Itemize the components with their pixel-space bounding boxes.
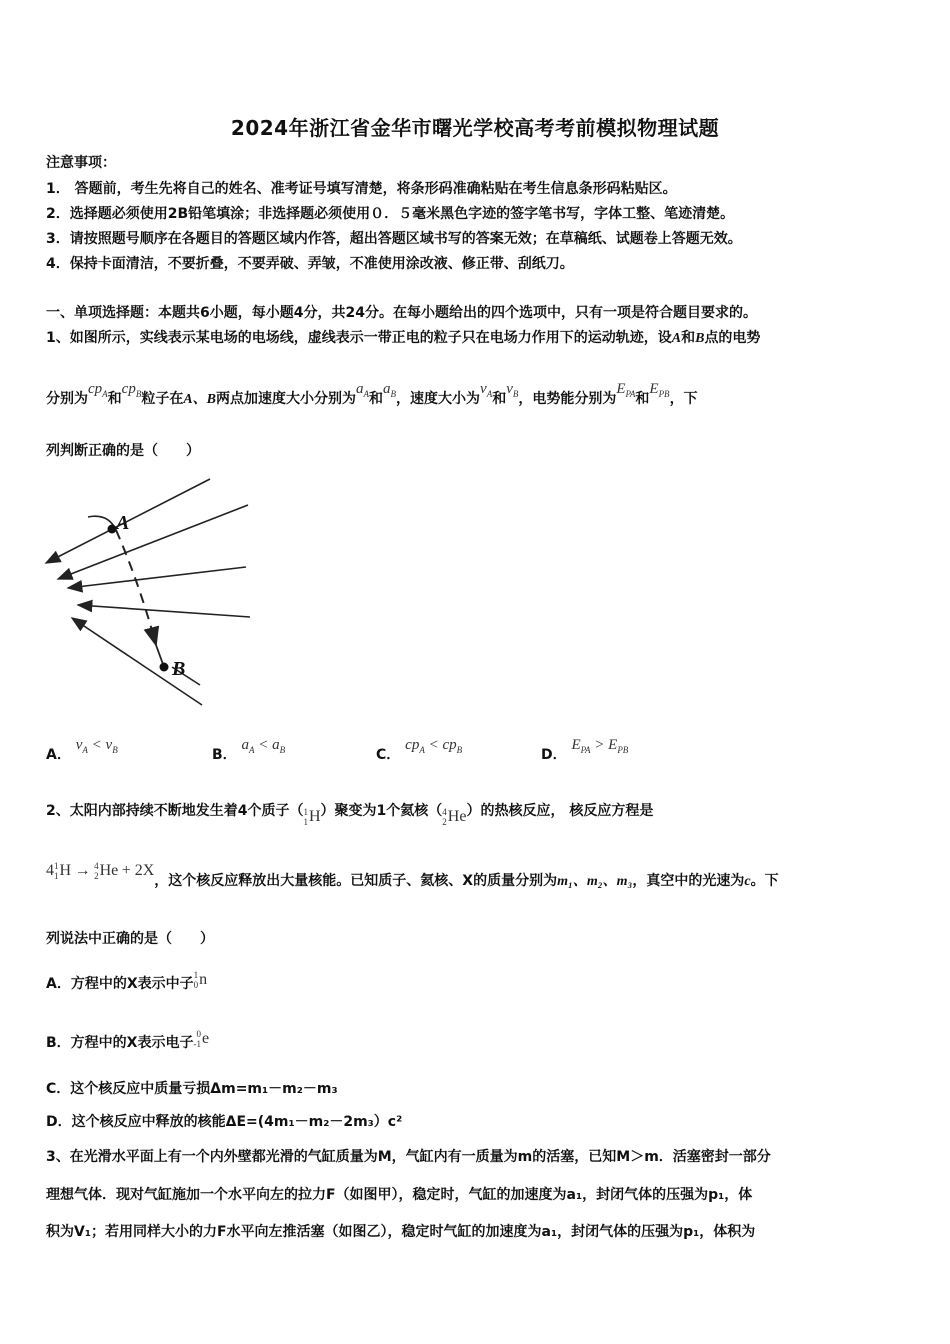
q2-line-1: 2、太阳内部持续不断地发生着4个质子（ 1 1 H ）聚变为1个氦核（ 4 2 He ）的热核反应， 核反应方程是 (46, 803, 654, 827)
var-E-PB: $E_{PB}$ (649, 381, 670, 399)
notice-item-1: 1． 答题前，考生先将自己的姓名、准考证号填写清楚，将条形码准确粘贴在考生信息条形码粘贴区。 (46, 181, 677, 197)
field-line-4 (78, 605, 250, 617)
var-a-A: $a_A$ (356, 381, 370, 399)
proton-notation: 1 1 H (303, 807, 321, 827)
q1-option-d[interactable]: D． $E_{PA} > E_{PB}$ (541, 737, 629, 763)
point-a-label: A (116, 512, 130, 534)
q2-option-c[interactable]: C．这个核反应中质量亏损Δm=m₁－m₂－m₃ (46, 1081, 338, 1097)
electric-field-figure (40, 475, 260, 715)
q2-option-a[interactable]: A．方程中的X表示中子 1 0 n (46, 970, 208, 992)
q1-line-2: 分别为$cp_A$和$cp_B$粒子在A、B两点加速度大小分别为$a_A$和$a_B$，速度大小为$v_A$和$v_B$，电势能分别为$E_{PA}$和$E_{PB}$，下 (46, 381, 698, 407)
var-v-B: $v_B$ (506, 381, 519, 399)
point-b-label: B (172, 658, 186, 680)
var-a-B: $a_B$ (383, 381, 397, 399)
q1-line-1: 1、如图所示，实线表示某电场的电场线，虚线表示一带正电的粒子只在电场力作用下的运动轨迹，设A和B点的电势 (46, 330, 761, 346)
q1-option-b[interactable]: B． $a_A < a_B$ (212, 737, 286, 763)
q1-option-c[interactable]: C． $cp_A < cp_B$ (376, 737, 463, 763)
notice-heading: 注意事项： (46, 155, 116, 171)
notice-item-3: 3．请按照题号顺序在各题目的答题区域内作答，超出答题区域书写的答案无效；在草稿纸、试题卷上答题无效。 (46, 231, 742, 247)
q3-line-3: 积为V₁；若用同样大小的力F水平向左推活塞（如图乙），稳定时气缸的加速度为a₁，封闭气体的压强为p₁，体积为 (46, 1224, 756, 1240)
point-b-dot (160, 663, 169, 672)
neutron-notation: 1 0 n (193, 970, 208, 990)
field-line-3 (68, 567, 246, 588)
var-v-A: $v_A$ (480, 381, 493, 399)
trajectory-dashed (116, 530, 156, 645)
var-cp-A: $cp_A$ (88, 381, 108, 399)
reaction-equation: 4 1 1 H → 4 2 He + 2X (46, 861, 155, 881)
notice-item-2: 2．选择题必须使用2B铅笔填涂；非选择题必须使用０．５毫米黑色字迹的签字笔书写，字体工整、笔迹清楚。 (46, 206, 735, 222)
q2-option-d[interactable]: D．这个核反应中释放的核能ΔE=(4m₁－m₂－2m₃）c² (46, 1114, 403, 1130)
q1-line-3: 列判断正确的是（ ） (46, 443, 200, 459)
q3-line-1: 3、在光滑水平面上有一个内外壁都光滑的气缸质量为M，气缸内有一质量为m的活塞，已知M＞m．活塞密封一部分 (46, 1149, 771, 1165)
q2-line-2: 4 1 1 H → 4 2 He + 2X ，这个核反应释放出大量核能。已知质子、氦核、X的质量分别为m₁、m₂、m₃，真空中的光速为c。下 (46, 861, 779, 889)
q2-option-b[interactable]: B．方程中的X表示电子 0 -1 e (46, 1029, 210, 1051)
helium-notation: 4 2 He (442, 807, 467, 827)
notice-item-4: 4．保持卡面清洁，不要折叠，不要弄破、弄皱，不准使用涂改液、修正带、刮纸刀。 (46, 256, 574, 272)
q3-line-2: 理想气体．现对气缸施加一个水平向左的拉力F（如图甲），稳定时，气缸的加速度为a₁，封闭气体的压强为p₁，体 (46, 1187, 753, 1203)
q2-line-3: 列说法中正确的是（ ） (46, 931, 214, 947)
q1-option-a[interactable]: A． $v_A < v_B$ (46, 737, 118, 763)
var-E-PA: $E_{PA}$ (616, 381, 636, 399)
electron-notation: 0 -1 e (193, 1029, 210, 1049)
var-cp-B: $cp_B$ (121, 381, 142, 399)
page-title: 2024年浙江省金华市曙光学校高考考前模拟物理试题 (230, 116, 720, 140)
section-heading: 一、单项选择题：本题共6小题，每小题4分，共24分。在每小题给出的四个选项中，只有一项是符合题目要求的。 (46, 305, 757, 321)
